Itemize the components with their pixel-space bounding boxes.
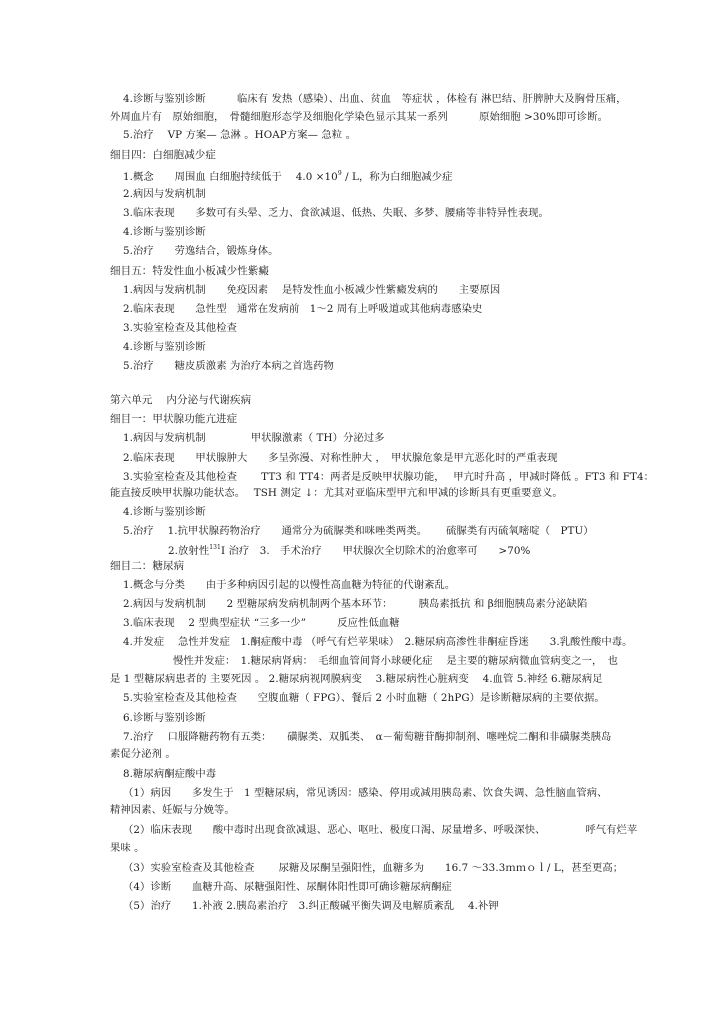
section-heading: 细目五：特发性血小板减少性紫癜 (110, 265, 269, 277)
text-line: 是 1 型糖尿病患者的 主要死因 。 2.糖尿病视网膜病变 3.糖尿病性心脏病变 4.血管 5.神经 6.糖尿病足 (110, 673, 603, 685)
text-line: 1.病因与发病机制 免疫因素 是特发性血小板减少性紫癜发病的 主要原因 (123, 284, 501, 296)
text-line: 3.实验室检查及其他检查 (123, 322, 237, 334)
text-line: 2.临床表现 甲状腺肿大 多呈弥漫、对称性肿大 ， 甲状腺危象是甲亢恶化时的严重表现 (123, 452, 558, 464)
text-line: 1.病因与发病机制 甲状腺激素（ TH）分泌过多 (123, 432, 385, 444)
text-line: 能直接反映甲状腺功能状态。 TSH 测定 ↓：尤其对亚临床型甲亢和甲减的诊断具有更重要意义。 (110, 487, 563, 499)
text-line: （1）病因 多发生于 1 型糖尿病，常见诱因：感染、停用或减用胰岛素、饮食失调、急性脑血管病、 (123, 787, 608, 799)
text-line: 4.诊断与鉴别诊断 临床有 发热（感染）、出血、贫血 等症状 ，体检有 淋巴结、肝脾肿大及胸骨压痛， (123, 93, 627, 105)
text-line: 精神因素、妊娠与分娩等。 (110, 804, 235, 816)
text-line: 6.诊断与鉴别诊断 (123, 712, 206, 724)
text-line: 2.病因与发病机制 (123, 188, 206, 200)
section-heading: 细目二：糖尿病 (110, 560, 185, 572)
text-line: 果味 。 (110, 842, 145, 854)
text-line: 1.概念 周围血 白细胞持续低于 $4.0 \times 10^9 / L$，称为白细胞减少症 (123, 170, 453, 183)
text-line: 8.糖尿病酮症酸中毒 (123, 768, 217, 780)
text-line: 3.实验室检查及其他检查 TT3 和 TT4：两者是反映甲状腺功能， 甲亢时升高 ，甲减时降低 。FT3 和 FT4： (123, 471, 655, 483)
text-line: 外周血片有 原始细胞， 骨髓细胞形态学及细胞化学染色显示其某一系列 原始细胞 >30%即可诊断。 (110, 111, 608, 123)
section-heading: 细目一：甲状腺功能亢进症 (110, 413, 238, 425)
text-line: 2.放射性$^{131}$I 治疗 3. 手术治疗 甲状腺次全切除术的治愈率可 >70% (168, 544, 531, 557)
text-line: 5.治疗 糖皮质激素 为治疗本病之首选药物 (123, 360, 334, 372)
unit-heading: 第六单元 内分泌与代谢疾病 (110, 394, 252, 406)
text-line: 4.诊断与鉴别诊断 (123, 341, 206, 353)
text-line: 2.病因与发病机制 2 型糖尿病发病机制两个基本环节： 胰岛素抵抗 和 β细胞胰岛素分泌缺陷 (123, 598, 588, 610)
text-line: 3.临床表现 多数可有头晕、乏力、食欲减退、低热、失眠、多梦、腰痛等非特异性表现。 (123, 207, 549, 219)
section-heading: 细目四：白细胞减少症 (110, 149, 216, 161)
text-line: 7.治疗 口服降糖药物有五类： 磺脲类、双胍类、 α－葡萄糖苷酶抑制剂、噻唑烷二酮和非磺脲类胰岛 (123, 731, 612, 743)
text-line: 2.临床表现 急性型 通常在发病前 1～2 周有上呼吸道或其他病毒感染史 (123, 303, 483, 315)
text-line: 4.诊断与鉴别诊断 (123, 226, 206, 238)
text-line: （4）诊断 血糖升高、尿糖强阳性、尿酮体阳性即可确诊糖尿病酮症 (123, 881, 452, 893)
text-line: 5.治疗 VP 方案— 急淋 。HOAP方案— 急粒 。 (123, 129, 356, 141)
text-line: 5.治疗 1.抗甲状腺药物治疗 通常分为硫脲类和咪唑类两类。 硫脲类有丙硫氧嘧啶（ PTU） (123, 525, 594, 537)
text-line: 4.诊断与鉴别诊断 (123, 506, 206, 518)
text-line: 5.治疗 劳逸结合，锻炼身体。 (123, 245, 279, 257)
text-line: 4.并发症 急性并发症 1.酮症酸中毒 （呼气有烂苹果味） 2.糖尿病高渗性非酮症昏迷 3.乳酸性酸中毒。 (123, 636, 633, 648)
superscript: 131 (209, 544, 221, 551)
text-line: （5）治疗 1.补液 2.胰岛素治疗 3.纠正酸碱平衡失调及电解质紊乱 4.补钾 (123, 900, 499, 912)
text-line: 3.临床表现 2 型典型症状 “三多一少” 反应性低血糖 (123, 617, 400, 629)
text-line: 慢性并发症： 1.糖尿病肾病： 毛细血管间肾小球硬化症 是主要的糖尿病微血管病变之一， 也 (173, 655, 619, 667)
text-line: 5.实验室检查及其他检查 空腹血糖（ FPG）、餐后 2 小时血糖（ 2hPG）是诊断糖尿病的主要依据。 (123, 692, 605, 704)
text-line: （3）实验室检查及其他检查 尿糖及尿酮呈强阳性，血糖多为 16.7 ～33.3ｍｍｏｌ/ L，甚至更高； (123, 862, 624, 874)
text-line: 1.概念与分类 由于多种病因引起的以慢性高血糖为特征的代谢紊乱。 (123, 579, 456, 591)
superscript: 9 (337, 170, 342, 177)
text-line: 素促分泌剂 。 (110, 748, 176, 760)
text-line: （2）临床表现 酸中毒时出现食欲减退、恶心、呕吐、极度口渴、尿量增多、呼吸深快、 呼气有烂苹 (123, 824, 638, 836)
